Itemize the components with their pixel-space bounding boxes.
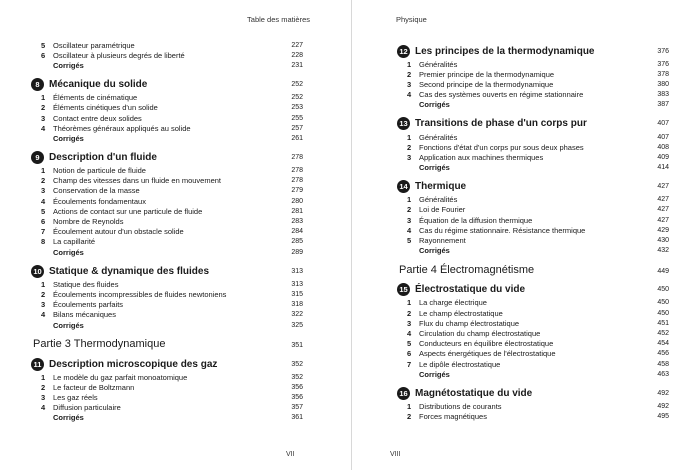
section-page-number: 231 <box>291 61 303 69</box>
chapter-heading[interactable] <box>398 282 669 298</box>
section-entry[interactable] <box>399 152 669 162</box>
section-title: Statique des fluides <box>53 279 119 289</box>
chapter-heading[interactable] <box>32 356 303 372</box>
chapter-page-number: 376 <box>657 47 669 55</box>
section-number: 4 <box>41 196 46 206</box>
section-entry[interactable] <box>399 225 669 235</box>
section-number: 3 <box>407 215 412 225</box>
section-number: 1 <box>41 372 46 382</box>
chapter-title: Statique & dynamique des fluides <box>49 265 210 277</box>
section-page-number: 432 <box>657 247 669 255</box>
part-title: Partie 4 Électromagnétisme <box>399 263 535 276</box>
section-number: 1 <box>41 166 46 176</box>
section-title: La capillarité <box>53 237 96 247</box>
chapter-page-number: 278 <box>291 154 303 161</box>
section-title: Conservation de la masse <box>53 186 140 196</box>
section-page-number: 228 <box>291 51 303 59</box>
chapter-page-number: 492 <box>657 389 669 397</box>
section-number: 2 <box>41 382 46 392</box>
chapter-heading[interactable] <box>398 179 669 195</box>
section-number: 3 <box>407 152 412 162</box>
section-entry[interactable] <box>399 401 669 411</box>
section-title: Écoulements incompressibles de fluides newtoniens <box>53 289 227 299</box>
section-entry[interactable] <box>33 113 303 123</box>
section-entry[interactable] <box>399 235 669 245</box>
chapter-page-number: 352 <box>291 360 303 368</box>
chapter-heading[interactable] <box>32 263 303 279</box>
corriges-entry[interactable] <box>399 369 669 379</box>
section-number: 5 <box>41 206 46 216</box>
section-title: Circulation du champ électrostatique <box>419 328 541 338</box>
section-title: Corrigés <box>53 60 84 70</box>
section-page-number: 325 <box>291 321 303 329</box>
section-entry[interactable] <box>399 298 669 308</box>
chapter-10 <box>33 263 303 330</box>
section-number: 4 <box>407 225 412 235</box>
section-entry[interactable] <box>399 59 669 69</box>
chapter-12 <box>399 43 669 110</box>
chapter-number-badge: 9 <box>31 151 44 164</box>
section-entry[interactable] <box>33 40 303 50</box>
section-page-number: 427 <box>657 196 669 204</box>
corriges-entry[interactable] <box>33 133 303 143</box>
chapter-14 <box>399 179 669 256</box>
section-title: Corrigés <box>419 100 450 110</box>
section-number: 4 <box>407 90 412 100</box>
section-entry[interactable] <box>399 142 669 152</box>
section-page-number: 357 <box>291 404 303 412</box>
section-number: 2 <box>41 289 46 299</box>
chapter-page-number: 450 <box>657 286 669 294</box>
section-entry[interactable] <box>399 69 669 79</box>
section-title: Corrigés <box>53 413 84 423</box>
section-number: 3 <box>41 186 46 196</box>
section-number: 2 <box>407 142 412 152</box>
chapter-number-badge: 15 <box>397 283 410 296</box>
chapter-number-badge: 8 <box>31 78 44 91</box>
section-page-number: 255 <box>291 114 303 122</box>
section-page-number: 313 <box>291 280 303 288</box>
section-page-number: 257 <box>291 124 303 132</box>
part-page-number: 351 <box>291 342 303 350</box>
section-number: 2 <box>407 412 412 422</box>
section-title: Généralités <box>419 195 458 205</box>
section-number: 7 <box>407 359 412 369</box>
section-title: Le champ électrostatique <box>419 308 503 318</box>
section-page-number: 322 <box>291 311 303 319</box>
section-title: Corrigés <box>419 369 450 379</box>
section-page-number: 278 <box>291 167 303 175</box>
section-number: 3 <box>407 318 412 328</box>
section-page-number: 261 <box>291 134 303 142</box>
section-number: 3 <box>41 393 46 403</box>
section-title: Théorèmes généraux appliqués au solide <box>53 123 191 133</box>
section-number: 4 <box>41 310 46 320</box>
corriges-entry[interactable] <box>33 60 303 70</box>
section-page-number: 492 <box>657 402 669 410</box>
section-page-number: 429 <box>657 226 669 234</box>
chapter-number-badge: 14 <box>397 180 410 193</box>
section-entry[interactable] <box>399 132 669 142</box>
corriges-entry[interactable] <box>399 100 669 110</box>
chapter-title: Magnétostatique du vide <box>415 387 533 399</box>
section-title: Corrigés <box>53 133 84 143</box>
chapter-page-number: 313 <box>291 267 303 275</box>
corriges-entry[interactable] <box>33 413 303 423</box>
section-number: 4 <box>41 403 46 413</box>
section-page-number: 289 <box>291 248 303 256</box>
section-number: 2 <box>407 205 412 215</box>
section-title: Loi de Fourier <box>419 205 466 215</box>
section-page-number: 352 <box>291 373 303 381</box>
section-number: 1 <box>41 279 46 289</box>
section-page-number: 450 <box>657 299 669 307</box>
section-title: Éléments de cinématique <box>53 93 138 103</box>
section-entry[interactable] <box>33 103 303 113</box>
section-number: 1 <box>407 59 412 69</box>
section-entry[interactable] <box>33 196 303 206</box>
section-title: Bilans mécaniques <box>53 310 116 320</box>
section-entry[interactable] <box>399 215 669 225</box>
section-title: Champ des vitesses dans un fluide en mouvement <box>53 176 222 186</box>
toc-left <box>33 40 303 429</box>
section-title: Distributions de courants <box>419 401 502 411</box>
section-page-number: 387 <box>657 101 669 109</box>
corriges-entry[interactable] <box>33 247 303 257</box>
chapter-number-badge: 10 <box>31 265 44 278</box>
chapter-title: Description d'un fluide <box>49 152 157 163</box>
section-page-number: 280 <box>291 197 303 205</box>
section-number: 2 <box>41 103 46 113</box>
section-page-number: 463 <box>657 370 669 378</box>
section-title: Généralités <box>419 59 458 69</box>
section-number: 7 <box>41 227 46 237</box>
chapter-9 <box>33 150 303 258</box>
section-page-number: 409 <box>657 153 669 161</box>
section-entry[interactable] <box>33 123 303 133</box>
section-entry[interactable] <box>399 339 669 349</box>
section-number: 1 <box>407 132 412 142</box>
section-title: Second principe de la thermodynamique <box>419 79 554 89</box>
section-page-number: 450 <box>657 309 669 317</box>
section-page-number: 414 <box>657 164 669 172</box>
section-number: 6 <box>407 349 412 359</box>
section-entry[interactable] <box>399 90 669 100</box>
section-page-number: 227 <box>291 41 303 49</box>
section-title: Généralités <box>419 132 458 142</box>
section-number: 6 <box>41 217 46 227</box>
section-page-number: 376 <box>657 60 669 68</box>
section-entry[interactable] <box>399 359 669 369</box>
section-page-number: 318 <box>291 301 303 309</box>
section-page-number: 451 <box>657 319 669 327</box>
chapter-16 <box>399 385 669 421</box>
section-page-number: 383 <box>657 91 669 99</box>
section-page-number: 454 <box>657 340 669 348</box>
section-entry[interactable] <box>33 300 303 310</box>
section-title: Écoulement autour d'un obstacle solide <box>53 227 184 237</box>
section-title: Cas du régime stationnaire. Résistance thermique <box>419 225 586 235</box>
section-number: 2 <box>407 69 412 79</box>
chapter-13 <box>399 116 669 173</box>
part-heading[interactable] <box>33 338 303 350</box>
section-entry[interactable] <box>399 412 669 422</box>
section-entry[interactable] <box>399 195 669 205</box>
chapter-number-badge: 12 <box>397 45 410 58</box>
section-title: Corrigés <box>53 320 84 330</box>
section-entry[interactable] <box>33 206 303 216</box>
corriges-entry[interactable] <box>33 320 303 330</box>
part-title: Partie 3 Thermodynamique <box>33 338 166 351</box>
section-page-number: 356 <box>291 394 303 402</box>
section-title: Éléments cinétiques d'un solide <box>53 103 158 113</box>
section-title: Écoulements parfaits <box>53 300 124 310</box>
part-heading[interactable] <box>399 264 669 276</box>
section-number: 2 <box>407 308 412 318</box>
right-page <box>353 0 700 470</box>
section-entry[interactable] <box>33 166 303 176</box>
section-entry[interactable] <box>399 349 669 359</box>
chapter-number-badge: 16 <box>397 387 410 400</box>
section-page-number: 284 <box>291 228 303 236</box>
section-entry[interactable] <box>399 318 669 328</box>
chapter-heading[interactable] <box>398 385 669 401</box>
section-page-number: 252 <box>291 94 303 102</box>
section-title: Rayonnement <box>419 236 466 246</box>
section-title: Équation de la diffusion thermique <box>419 215 533 225</box>
chapter-page-number: 252 <box>291 81 303 89</box>
section-title: Notion de particule de fluide <box>53 166 146 176</box>
section-page-number: 356 <box>291 383 303 391</box>
section-title: La charge électrique <box>419 298 487 308</box>
section-entry[interactable] <box>33 393 303 403</box>
section-number: 5 <box>407 236 412 246</box>
section-title: Les gaz réels <box>53 393 98 403</box>
section-number: 1 <box>407 195 412 205</box>
section-page-number: 407 <box>657 133 669 141</box>
chapter-11 <box>33 356 303 423</box>
section-title: Aspects énergétiques de l'électrostatique <box>419 349 556 359</box>
section-title: Premier principe de la thermodynamique <box>419 69 555 79</box>
chapter-title: Mécanique du solide <box>49 79 148 91</box>
section-number: 8 <box>41 237 46 247</box>
section-entry[interactable] <box>33 310 303 320</box>
section-entry[interactable] <box>33 186 303 196</box>
section-page-number: 378 <box>657 70 669 78</box>
section-number: 2 <box>41 176 46 186</box>
section-entry[interactable] <box>33 279 303 289</box>
section-entry[interactable] <box>33 289 303 299</box>
section-number: 6 <box>41 50 46 60</box>
section-title: Oscillateur paramétrique <box>53 40 135 50</box>
section-entry[interactable] <box>33 403 303 413</box>
section-title: Oscillateur à plusieurs degrés de liberté <box>53 50 185 60</box>
section-page-number: 279 <box>291 187 303 195</box>
section-title: Fonctions d'état d'un corps pur sous deux phases <box>419 142 584 152</box>
chapter-heading[interactable] <box>32 150 303 166</box>
section-number: 1 <box>407 401 412 411</box>
section-title: Corrigés <box>53 247 84 257</box>
section-title: Nombre de Reynolds <box>53 217 124 227</box>
corriges-entry[interactable] <box>399 246 669 256</box>
section-title: Diffusion particulaire <box>53 403 121 413</box>
section-entry[interactable] <box>399 308 669 318</box>
section-title: Forces magnétiques <box>419 412 487 422</box>
section-page-number: 427 <box>657 206 669 214</box>
section-number: 5 <box>407 339 412 349</box>
section-number: 1 <box>41 93 46 103</box>
chapter-number-badge: 13 <box>397 117 410 130</box>
section-page-number: 458 <box>657 360 669 368</box>
section-page-number: 278 <box>291 177 303 185</box>
chapter-title: Description microscopique des gaz <box>49 358 218 370</box>
chapter-title: Électrostatique du vide <box>415 284 526 296</box>
section-entry[interactable] <box>33 382 303 392</box>
section-entry[interactable] <box>399 79 669 89</box>
chapter-title: Les principes de la thermodynamique <box>415 45 595 57</box>
section-title: Le dipôle électrostatique <box>419 359 501 369</box>
section-entry[interactable] <box>33 227 303 237</box>
section-page-number: 361 <box>291 414 303 422</box>
section-entry[interactable] <box>33 93 303 103</box>
page-folio: VIII <box>390 451 401 458</box>
section-page-number: 430 <box>657 237 669 245</box>
toc-right <box>399 43 669 428</box>
running-head: Table des matières <box>247 15 310 24</box>
section-title: Le modèle du gaz parfait monoatomique <box>53 372 188 382</box>
section-number: 1 <box>407 298 412 308</box>
chapter-title: Transitions de phase d'un corps pur <box>415 118 587 130</box>
section-page-number: 427 <box>657 216 669 224</box>
section-entry[interactable] <box>399 205 669 215</box>
chapter-page-number: 427 <box>657 183 669 191</box>
chapter-page-number: 407 <box>657 120 669 128</box>
chapter-15 <box>399 282 669 380</box>
section-page-number: 281 <box>291 207 303 215</box>
chapter-heading[interactable] <box>398 43 669 59</box>
chapter-continued <box>33 40 303 71</box>
section-entry[interactable] <box>399 328 669 338</box>
section-entry[interactable] <box>33 237 303 247</box>
section-entry[interactable] <box>33 372 303 382</box>
section-number: 4 <box>41 123 46 133</box>
section-title: Flux du champ électrostatique <box>419 318 520 328</box>
section-page-number: 380 <box>657 80 669 88</box>
chapter-heading[interactable] <box>398 116 669 132</box>
section-title: Cas des systèmes ouverts en régime stationnaire <box>419 90 584 100</box>
section-number: 3 <box>41 300 46 310</box>
section-page-number: 283 <box>291 218 303 226</box>
section-page-number: 495 <box>657 413 669 421</box>
chapter-8 <box>33 77 303 144</box>
section-title: Contact entre deux solides <box>53 113 142 123</box>
chapter-title: Thermique <box>415 181 467 193</box>
corriges-entry[interactable] <box>399 163 669 173</box>
chapter-number-badge: 11 <box>31 358 44 371</box>
section-page-number: 408 <box>657 143 669 151</box>
section-entry[interactable] <box>33 50 303 60</box>
section-page-number: 285 <box>291 238 303 246</box>
running-head: Physique <box>396 15 427 24</box>
section-page-number: 452 <box>657 329 669 337</box>
section-page-number: 253 <box>291 104 303 112</box>
section-page-number: 315 <box>291 290 303 298</box>
section-title: Corrigés <box>419 163 450 173</box>
section-title: Le facteur de Boltzmann <box>53 382 135 392</box>
section-title: Conducteurs en équilibre électrostatique <box>419 339 554 349</box>
section-page-number: 456 <box>657 350 669 358</box>
part-page-number: 449 <box>657 267 669 275</box>
section-title: Corrigés <box>419 246 450 256</box>
section-title: Actions de contact sur une particule de fluide <box>53 206 203 216</box>
section-number: 3 <box>407 79 412 89</box>
section-entry[interactable] <box>33 216 303 226</box>
chapter-heading[interactable] <box>32 77 303 93</box>
section-number: 5 <box>41 40 46 50</box>
section-number: 4 <box>407 328 412 338</box>
section-number: 3 <box>41 113 46 123</box>
page-folio: VII <box>286 451 295 458</box>
section-entry[interactable] <box>33 176 303 186</box>
section-title: Écoulements fondamentaux <box>53 196 146 206</box>
section-title: Application aux machines thermiques <box>419 152 544 162</box>
